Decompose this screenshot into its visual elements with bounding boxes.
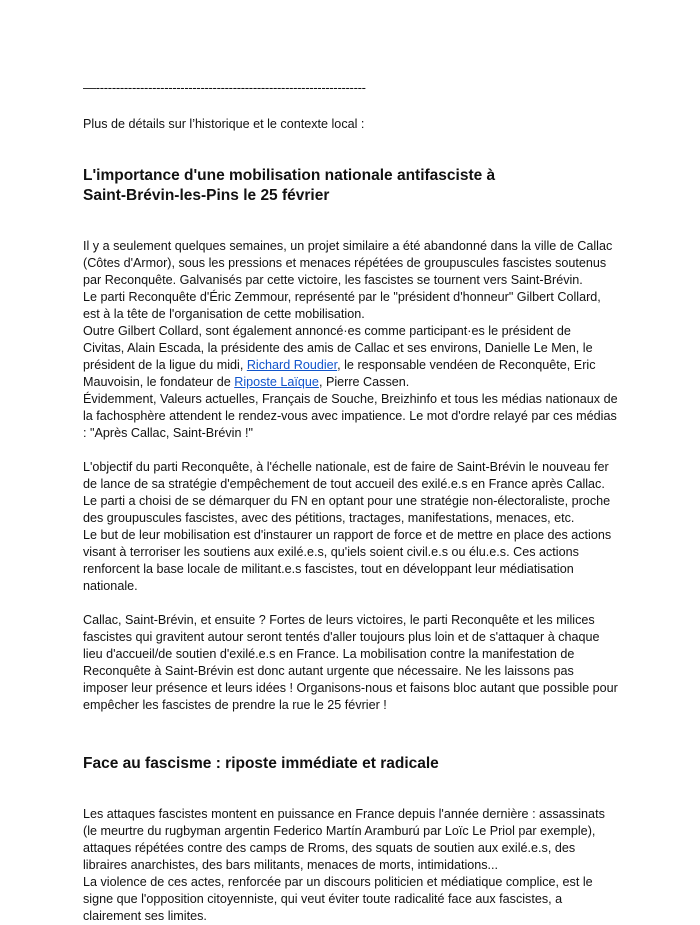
text-line: : "Après Callac, Saint-Brévin !"	[83, 426, 253, 440]
paragraph-reconquete-strategy	[83, 459, 673, 595]
text-line: des groupuscules fascistes, avec des pétitions, tractages, manifestations, menaces, etc.	[83, 511, 575, 525]
text-line: Le parti a choisi de se démarquer du FN en optant pour une stratégie non-électoraliste, proche	[83, 494, 611, 508]
text-line: lieu d'accueil/de soutien d'exilé.e.s en France. La mobilisation contre la manifestation de	[83, 647, 575, 661]
intro-note: Plus de détails sur l’historique et le contexte local :	[83, 117, 365, 131]
text-line: renforcent la base locale de militant.e.s fascistes, tout en développant leur médiatisation	[83, 562, 574, 576]
paragraph-callac-context	[83, 238, 673, 442]
text-line: empêcher les fascistes de prendre la rue le 25 février !	[83, 698, 387, 712]
text-line: Le parti Reconquête d'Éric Zemmour, représenté par le "président d'honneur" Gilbert Collard,	[83, 290, 601, 304]
link-riposte-laique[interactable]: Riposte Laïque	[234, 375, 319, 389]
text-line: imposer leur présence et leurs idées ! Organisons-nous et faisons bloc autant que possible pour	[83, 681, 618, 695]
text-line: libraires anarchistes, des bars militants, menaces de morts, intimidations...	[83, 858, 499, 872]
text-line: visant à terroriser les soutiens aux exilé.e.s, qu'iels soient civil.e.s ou élu.e.s. Ces actions	[83, 545, 579, 559]
text-line: de lance de sa stratégie d'empêchement de tout accueil des exilé.e.s en France après Callac.	[83, 477, 605, 491]
text-line: Mauvoisin, le fondateur de	[83, 375, 235, 389]
text-line: Civitas, Alain Escada, la présidente des amis de Callac et ses environs, Danielle Le Men, le	[83, 341, 593, 355]
heading-line: L'importance d'une mobilisation nationale antifasciste à	[83, 167, 496, 184]
text-line: signe que l'opposition citoyenniste, qui veut éviter toute radicalité face aux fascistes, a	[83, 892, 563, 906]
paragraph-fascist-attacks	[83, 806, 673, 925]
separator-line: —-------------------------------------------------------------------	[83, 80, 366, 95]
text-line: L'objectif du parti Reconquête, à l'échelle nationale, est de faire de Saint-Brévin le nouveau fer	[83, 460, 609, 474]
text-line: , Pierre Cassen.	[318, 375, 410, 389]
text-line: Callac, Saint-Brévin, et ensuite ? Fortes de leurs victoires, le parti Reconquête et les milices	[83, 613, 595, 627]
text-line: Les attaques fascistes montent en puissance en France depuis l'année dernière : assassinats	[83, 807, 605, 821]
text-line: Reconquête à Saint-Brévin est donc autant urgente que nécessaire. Ne les laissons pas	[83, 664, 574, 678]
text-line: nationale.	[83, 579, 138, 593]
paragraph-call-to-action	[83, 612, 673, 714]
text-line: attaques répétées contre des camps de Rroms, des squats de soutien aux exilé.e.s, des	[83, 841, 576, 855]
text-line: président de la ligue du midi,	[83, 358, 247, 372]
text-line: la fachosphère attendent le rendez-vous avec impatience. Le mot d'ordre relayé par ces médias	[83, 409, 617, 423]
text-line: La violence de ces actes, renforcée par un discours politicien et médiatique complice, est le	[83, 875, 593, 889]
text-line: Évidemment, Valeurs actuelles, Français de Souche, Breizhinfo et tous les médias nationaux de	[83, 392, 618, 406]
heading-line: Saint-Brévin-les-Pins le 25 février	[83, 187, 330, 204]
text-line: (Côtes d'Armor), sous les pressions et menaces répétées de groupuscules fascistes soutenus	[83, 256, 607, 270]
section-heading-mobilisation	[83, 166, 673, 206]
section-heading-riposte: Face au fascisme : riposte immédiate et radicale	[83, 755, 439, 772]
text-line: Il y a seulement quelques semaines, un projet similaire a été abandonné dans la ville de Callac	[83, 239, 613, 253]
text-line: fascistes qui gravitent autour seront tentés d'aller toujours plus loin et de s'attaquer à chaque	[83, 630, 600, 644]
link-richard-roudier[interactable]: Richard Roudier	[246, 358, 338, 372]
text-line: (le meurtre du rugbyman argentin Federico Martín Aramburú par Loïc Le Priol par exemple),	[83, 824, 596, 838]
text-line: Le but de leur mobilisation est d'instaurer un rapport de force et de mettre en place des actions	[83, 528, 612, 542]
text-line: clairement ses limites.	[83, 909, 207, 923]
text-line: Outre Gilbert Collard, sont également annoncé·es comme participant·es le président de	[83, 324, 571, 338]
text-line: par Reconquête. Galvanisés par cette victoire, les fascistes se tournent vers Saint-Brévin.	[83, 273, 583, 287]
text-line: , le responsable vendéen de Reconquête, Eric	[337, 358, 596, 372]
text-line: est à la tête de l'organisation de cette mobilisation.	[83, 307, 365, 321]
document-body	[83, 80, 673, 925]
